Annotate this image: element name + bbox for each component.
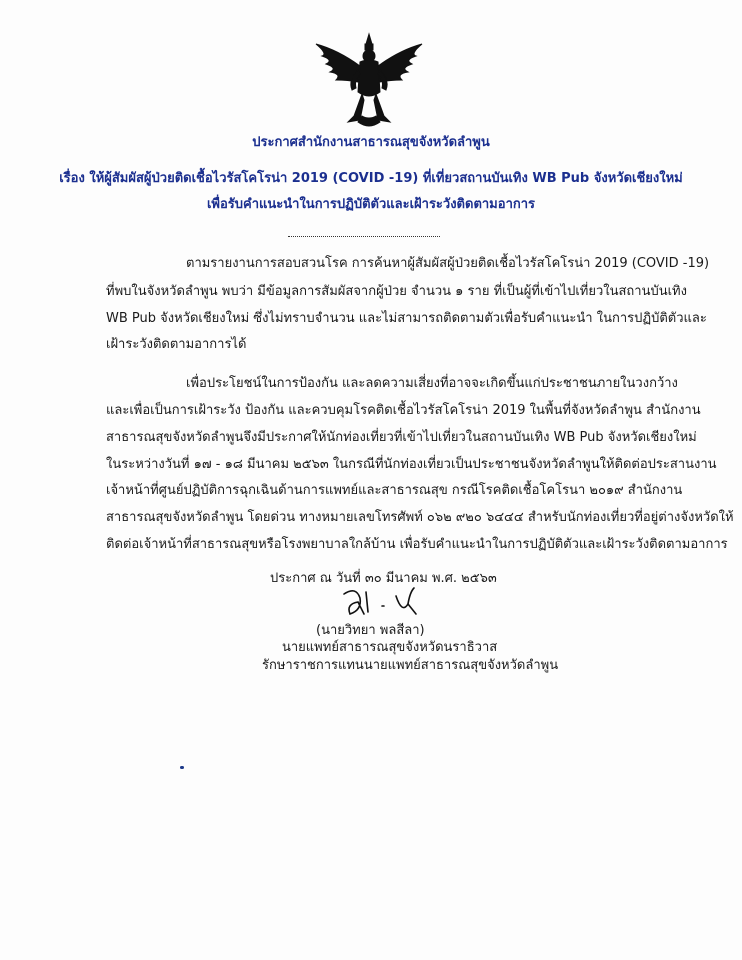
signer-title-1: นายแพทย์สาธารณสุขจังหวัดนราธิวาส	[282, 640, 498, 655]
handwritten-signature	[338, 584, 424, 618]
paragraph1-line-2: ที่พบในจังหวัดลำพูน พบว่า มีข้อมูลการสัมผัสจากผู้ป่วย จำนวน ๑ ราย ที่เป็นผู้ที่เข้าไปเที่ยวในสถานบันเทิง	[106, 284, 687, 299]
garuda-emblem-icon	[308, 30, 430, 130]
paragraph2-line-1: เพื่อประโยชน์ในการป้องกัน และลดความเสี่ยงที่อาจจะเกิดขึ้นแก่ประชาชนภายในวงกว้าง	[186, 376, 678, 391]
signer-name: (นายวิทยา พลสีลา)	[316, 623, 425, 638]
paragraph2-line-4: ในระหว่างวันที่ ๑๗ - ๑๘ มีนาคม ๒๕๖๓ ในกรณีที่นักท่องเที่ยวเป็นประชาชนจังหวัดลำพูนให้ติดต่อประสานงาน	[106, 457, 717, 472]
paragraph1-line-1: ตามรายงานการสอบสวนโรค การค้นหาผู้สัมผัสผู้ป่วยติดเชื้อไวรัสโคโรน่า 2019 (COVID -19)	[186, 256, 710, 271]
paragraph1-line-3: WB Pub จังหวัดเชียงใหม่ ซึ่งไม่ทราบจำนวน และไม่สามารถติดตามตัวเพื่อรับคำแนะนำ ในการปฏิบัติตัวและ	[106, 311, 707, 326]
subject-line-1: เรื่อง ให้ผู้สัมผัสผู้ป่วยติดเชื้อไวรัสโคโรน่า 2019 (COVID -19) ที่เที่ยวสถานบันเทิง WB Pub จังหวัดเชียงใหม่	[59, 171, 683, 186]
paragraph2-line-7: ติดต่อเจ้าหน้าที่สาธารณสุขหรือโรงพยาบาลใกล้บ้าน เพื่อรับคำแนะนำในการปฏิบัติตัวและเฝ้าระวังติดตามอาการ	[106, 537, 728, 552]
ink-speck	[180, 766, 184, 769]
paragraph1-line-4: เฝ้าระวังติดตามอาการได้	[106, 337, 247, 352]
paragraph2-line-6: สาธารณสุขจังหวัดลำพูน โดยด่วน ทางหมายเลขโทรศัพท์ ๐๖๒ ๙๒๐ ๖๔๔๔ สำหรับนักท่องเที่ยวที่อยู่ต่างจังหวัดให้	[106, 510, 734, 525]
paragraph2-line-5: เจ้าหน้าที่ศูนย์ปฏิบัติการฉุกเฉินด้านการแพทย์และสาธารณสุข กรณีโรคติดเชื้อโคโรนา ๒๐๑๙ สำนักงาน	[106, 483, 683, 498]
issuer-heading: ประกาศสำนักงานสาธารณสุขจังหวัดลำพูน	[252, 135, 490, 150]
announcement-date: ประกาศ ณ วันที่ ๓๐ มีนาคม พ.ศ. ๒๕๖๓	[270, 571, 497, 586]
subject-line-2: เพื่อรับคำแนะนำในการปฏิบัติตัวและเฝ้าระวังติดตามอาการ	[206, 197, 536, 212]
separator-dotted-line	[288, 236, 440, 237]
paragraph2-line-3: สาธารณสุขจังหวัดลำพูนจึงมีประกาศให้นักท่องเที่ยวที่เข้าไปเที่ยวในสถานบันเทิง WB Pub จังหวัดเชียงใหม่	[106, 430, 697, 445]
paragraph2-line-2: และเพื่อเป็นการเฝ้าระวัง ป้องกัน และควบคุมโรคติดเชื้อไวรัสโคโรน่า 2019 ในพื้นที่จังหวัดลำพูน สำนักงาน	[106, 403, 701, 418]
signer-title-2: รักษาราชการแทนนายแพทย์สาธารณสุขจังหวัดลำพูน	[262, 658, 559, 673]
